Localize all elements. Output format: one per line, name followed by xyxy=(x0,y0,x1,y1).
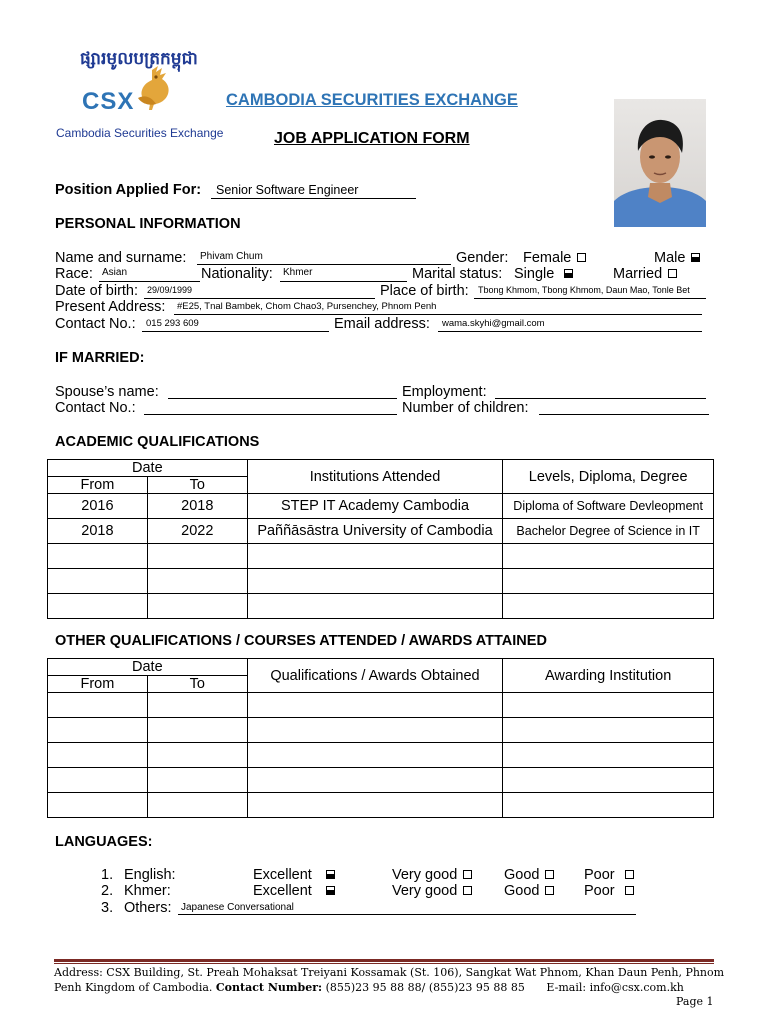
institution-cell[interactable]: Paññāsāstra University of Cambodia xyxy=(247,519,503,544)
level-label: Poor xyxy=(584,883,615,899)
to-cell[interactable]: 2018 xyxy=(147,494,247,519)
awarding-institution-cell[interactable] xyxy=(503,743,714,768)
level-cell[interactable]: Bachelor Degree of Science in IT xyxy=(503,519,714,544)
logo-khmer-text: ផ្សារមូលបត្រកម្ពុជា xyxy=(80,49,198,69)
qualification-cell[interactable] xyxy=(247,718,503,743)
children-count-field[interactable] xyxy=(539,414,709,415)
rooster-logo-icon xyxy=(132,64,182,114)
nationality-field[interactable] xyxy=(280,281,407,282)
nationality-label: Nationality: xyxy=(201,266,273,282)
table-row xyxy=(48,768,714,793)
academic-heading: ACADEMIC QUALIFICATIONS xyxy=(55,434,260,450)
languages-heading: LANGUAGES: xyxy=(55,834,153,850)
khmer-poor-checkbox[interactable] xyxy=(625,886,634,895)
gender-male-label: Male xyxy=(654,250,686,266)
name-value: Phivam Chum xyxy=(200,251,263,262)
from-cell[interactable] xyxy=(48,768,148,793)
spouse-name-field[interactable] xyxy=(168,398,397,399)
name-label: Name and surname: xyxy=(55,250,187,266)
marital-single-option[interactable] xyxy=(514,266,573,282)
level-cell[interactable] xyxy=(503,544,714,569)
awarding-institution-cell[interactable] xyxy=(503,693,714,718)
khmer-poor-option[interactable] xyxy=(584,883,634,899)
nationality-value: Khmer xyxy=(283,267,313,278)
level-label: Very good xyxy=(392,867,458,883)
footer-contact-label: Contact Number: xyxy=(215,981,323,994)
employment-field[interactable] xyxy=(495,398,706,399)
english-good-option[interactable] xyxy=(504,867,554,883)
institution-cell[interactable]: STEP IT Academy Cambodia xyxy=(247,494,503,519)
to-cell[interactable] xyxy=(147,544,247,569)
spouse-contact-field[interactable] xyxy=(144,414,397,415)
english-good-checkbox[interactable] xyxy=(545,870,554,879)
to-header: To xyxy=(147,477,247,494)
to-cell[interactable] xyxy=(147,768,247,793)
level-cell[interactable] xyxy=(503,569,714,594)
level-header: Levels, Diploma, Degree xyxy=(503,460,714,494)
qualification-cell[interactable] xyxy=(247,768,503,793)
footer-address-line2 xyxy=(54,981,684,994)
others-language-value: Japanese Conversational xyxy=(181,902,294,913)
khmer-very-good-checkbox[interactable] xyxy=(463,886,472,895)
address-field[interactable] xyxy=(174,314,702,315)
position-label: Position Applied For: xyxy=(55,182,202,198)
personal-info-heading: PERSONAL INFORMATION xyxy=(55,216,241,232)
gender-label: Gender: xyxy=(456,250,509,266)
address-value: #E25, Tnal Bambek, Chom Chao3, Pursenchey, Phnom Penh xyxy=(177,301,437,312)
marital-married-label: Married xyxy=(613,266,663,282)
english-poor-option[interactable] xyxy=(584,867,634,883)
footer-rule xyxy=(54,959,714,962)
marital-single-label: Single xyxy=(514,266,555,282)
institution-cell[interactable] xyxy=(247,594,503,619)
level-cell[interactable]: Diploma of Software Devleopment xyxy=(503,494,714,519)
email-label: Email address: xyxy=(334,316,430,332)
spouse-name-label: Spouse’s name: xyxy=(55,384,159,400)
gender-female-option[interactable] xyxy=(523,250,586,266)
from-cell[interactable] xyxy=(48,569,148,594)
others-language-field[interactable] xyxy=(178,914,636,915)
from-cell[interactable] xyxy=(48,594,148,619)
marital-status-label: Marital status: xyxy=(412,266,503,282)
language-name: Khmer: xyxy=(124,883,171,899)
footer-address-end: Penh Kingdom of Cambodia. xyxy=(54,981,213,994)
gender-male-option[interactable] xyxy=(654,250,700,266)
table-row xyxy=(48,718,714,743)
english-very-good-checkbox[interactable] xyxy=(463,870,472,879)
contact-field[interactable] xyxy=(142,331,329,332)
address-label: Present Address: xyxy=(55,299,166,315)
qualification-header: Qualifications / Awards Obtained xyxy=(247,659,503,693)
race-value: Asian xyxy=(102,267,128,278)
employment-label: Employment: xyxy=(402,384,487,400)
level-label: Poor xyxy=(584,867,615,883)
from-cell[interactable]: 2018 xyxy=(48,519,148,544)
children-count-label: Number of children: xyxy=(402,400,529,416)
marital-married-option[interactable] xyxy=(613,266,677,282)
table-row xyxy=(48,594,714,619)
contact-value: 015 293 609 xyxy=(146,318,199,329)
institution-cell[interactable] xyxy=(247,544,503,569)
to-cell[interactable] xyxy=(147,718,247,743)
level-cell[interactable] xyxy=(503,594,714,619)
language-number: 2. xyxy=(101,883,114,899)
footer-contact-value: (855)23 95 88 88/ (855)23 95 88 85 xyxy=(325,981,525,994)
table-row xyxy=(48,569,714,594)
position-value: Senior Software Engineer xyxy=(216,183,359,197)
dob-field[interactable] xyxy=(144,298,375,299)
english-poor-checkbox[interactable] xyxy=(625,870,634,879)
pob-value: Tbong Khmom, Tbong Khmom, Daun Mao, Tonle Bet xyxy=(478,285,690,295)
contact-label: Contact No.: xyxy=(55,316,136,332)
awarding-institution-cell[interactable] xyxy=(503,718,714,743)
dob-label: Date of birth: xyxy=(55,283,139,299)
if-married-heading: IF MARRIED: xyxy=(55,350,145,366)
institution-cell[interactable] xyxy=(247,569,503,594)
khmer-excellent-option[interactable] xyxy=(253,883,335,899)
race-field[interactable] xyxy=(99,281,200,282)
from-cell[interactable] xyxy=(48,793,148,818)
form-title: JOB APPLICATION FORM xyxy=(274,130,470,147)
english-excellent-option[interactable] xyxy=(253,867,335,883)
level-label: Good xyxy=(504,867,540,883)
to-cell[interactable] xyxy=(147,743,247,768)
footer-address-line1: Address: CSX Building, St. Preah Mohaksat Treiyani Kossamak (St. 106), Sangkat Wat Phnom, Khan Daun Penh, Phnom xyxy=(54,966,725,979)
gender-male-checkbox[interactable] xyxy=(691,253,700,262)
from-cell[interactable] xyxy=(48,718,148,743)
to-cell[interactable] xyxy=(147,569,247,594)
language-name: English: xyxy=(124,867,176,883)
qualification-cell[interactable] xyxy=(247,743,503,768)
gender-female-checkbox[interactable] xyxy=(577,253,586,262)
table-row xyxy=(48,494,714,519)
khmer-good-checkbox[interactable] xyxy=(545,886,554,895)
other-qualifications-table xyxy=(47,658,714,818)
english-very-good-option[interactable] xyxy=(392,867,472,883)
email-field[interactable] xyxy=(438,331,702,332)
from-cell[interactable] xyxy=(48,693,148,718)
to-header: To xyxy=(147,676,247,693)
khmer-excellent-checkbox[interactable] xyxy=(326,886,335,895)
race-label: Race: xyxy=(55,266,93,282)
from-cell[interactable] xyxy=(48,743,148,768)
spouse-contact-label: Contact No.: xyxy=(55,400,136,416)
table-row xyxy=(48,693,714,718)
table-row xyxy=(48,743,714,768)
awarding-institution-header: Awarding Institution xyxy=(503,659,714,693)
dob-value: 29/09/1999 xyxy=(147,285,193,295)
to-cell[interactable]: 2022 xyxy=(147,519,247,544)
from-cell[interactable] xyxy=(48,544,148,569)
footer-email: E-mail: info@csx.com.kh xyxy=(546,981,684,994)
from-header: From xyxy=(48,676,148,693)
from-header: From xyxy=(48,477,148,494)
to-cell[interactable] xyxy=(147,793,247,818)
marital-single-checkbox[interactable] xyxy=(564,269,573,278)
academic-table xyxy=(47,459,714,619)
others-language-label: Others: xyxy=(124,900,172,916)
khmer-very-good-option[interactable] xyxy=(392,883,472,899)
table-row xyxy=(48,793,714,818)
qualification-cell[interactable] xyxy=(247,793,503,818)
logo-caption: Cambodia Securities Exchange xyxy=(56,126,224,140)
to-cell[interactable] xyxy=(147,594,247,619)
gender-female-label: Female xyxy=(523,250,572,266)
other-qualifications-heading: OTHER QUALIFICATIONS / COURSES ATTENDED / AWARDS ATTAINED xyxy=(55,633,547,649)
pob-field[interactable] xyxy=(474,298,706,299)
table-row xyxy=(48,519,714,544)
level-label: Very good xyxy=(392,883,458,899)
english-excellent-checkbox[interactable] xyxy=(326,870,335,879)
from-cell[interactable]: 2016 xyxy=(48,494,148,519)
date-header: Date xyxy=(48,659,248,676)
logo-abbr: CSX xyxy=(82,88,135,115)
level-label: Excellent xyxy=(253,867,312,883)
institution-header: Institutions Attended xyxy=(247,460,503,494)
organization-name: CAMBODIA SECURITIES EXCHANGE xyxy=(226,91,518,109)
date-header: Date xyxy=(48,460,248,477)
language-number: 3. xyxy=(101,900,114,916)
awarding-institution-cell[interactable] xyxy=(503,793,714,818)
page-number: Page 1 xyxy=(676,995,714,1008)
email-value: wama.skyhi@gmail.com xyxy=(442,318,545,329)
level-label: Good xyxy=(504,883,540,899)
khmer-good-option[interactable] xyxy=(504,883,554,899)
level-label: Excellent xyxy=(253,883,312,899)
position-field[interactable] xyxy=(211,198,416,199)
footer-rule-thin xyxy=(54,963,714,964)
awarding-institution-cell[interactable] xyxy=(503,768,714,793)
applicant-photo xyxy=(614,99,706,227)
qualification-cell[interactable] xyxy=(247,693,503,718)
table-row xyxy=(48,544,714,569)
to-cell[interactable] xyxy=(147,693,247,718)
language-number: 1. xyxy=(101,867,114,883)
pob-label: Place of birth: xyxy=(380,283,469,299)
name-field[interactable] xyxy=(197,264,451,265)
marital-married-checkbox[interactable] xyxy=(668,269,677,278)
